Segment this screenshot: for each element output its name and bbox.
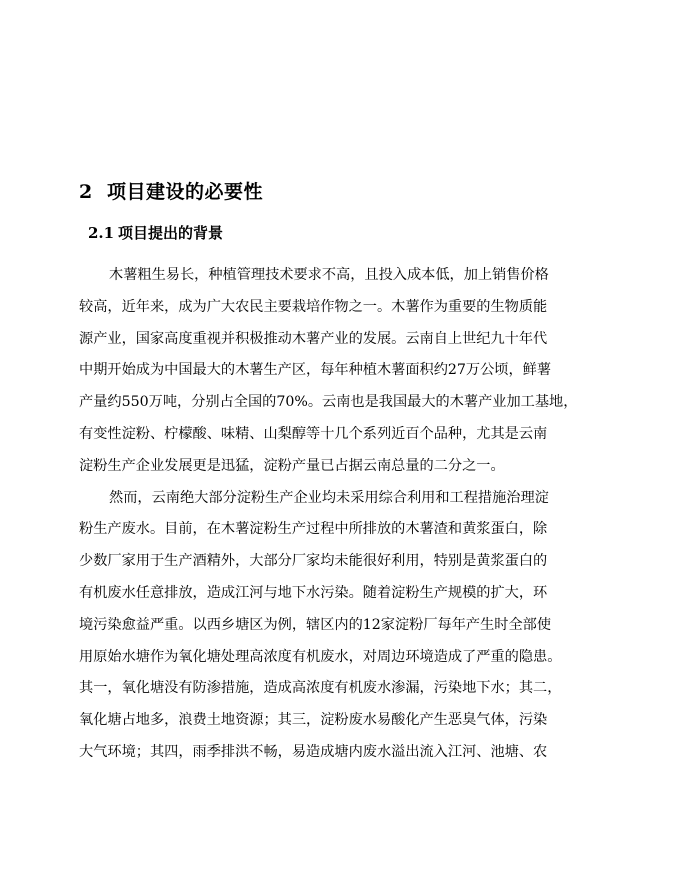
text-line: 中期开始成为中国最大的木薯生产区，每年种植木薯面积约27万公顷，鲜薯 <box>79 362 552 379</box>
section-heading <box>79 177 263 204</box>
text-line: 淀粉生产企业发展更是迅猛，淀粉产量已占据云南总量的二分之一。 <box>79 457 505 474</box>
section-title: 项目建设的必要性 <box>107 181 264 203</box>
text-line: 较高，近年来，成为广大农民主要栽培作物之一。木薯作为重要的生物质能 <box>79 298 548 315</box>
body-text <box>79 260 609 769</box>
text-line: 境污染愈益严重。以西乡塘区为例，辖区内的12家淀粉厂每年产生时全部使 <box>79 616 552 633</box>
text-line: 产量约550万吨，分别占全国的70%。云南也是我国最大的木薯产业加工基地， <box>79 394 578 411</box>
text-line: 有变性淀粉、柠檬酸、味精、山梨醇等十几个系列近百个品种，尤其是云南 <box>79 425 548 442</box>
section-number: 2 <box>79 181 93 203</box>
text-line: 少数厂家用于生产酒精外，大部分厂家均未能很好利用，特别是黄浆蛋白的 <box>79 553 548 570</box>
text-line: 粉生产废水。目前，在木薯淀粉生产过程中所排放的木薯渣和黄浆蛋白，除 <box>79 521 548 538</box>
subsection-number: 2.1 <box>88 224 115 242</box>
text-line: 木薯粗生易长，种植管理技术要求不高，且投入成本低，加上销售价格 <box>109 267 549 283</box>
subsection-title: 项目提出的背景 <box>118 224 224 242</box>
text-line: 然而，云南绝大部分淀粉生产企业均未采用综合利用和工程措施治理淀 <box>109 489 549 506</box>
text-line: 大气环境；其四，雨季排洪不畅，易造成塘内废水溢出流入江河、池塘、农 <box>79 743 548 760</box>
text-line: 有机废水任意排放，造成江河与地下水污染。随着淀粉生产规模的扩大，环 <box>79 584 548 601</box>
text-line: 用原始水塘作为氧化塘处理高浓度有机废水，对周边环境造成了严重的隐患。 <box>79 648 562 665</box>
subsection-heading <box>88 222 223 243</box>
text-line: 源产业，国家高度重视并积极推动木薯产业的发展。云南自上世纪九十年代 <box>79 330 548 347</box>
text-line: 其一，氧化塘没有防渗措施，造成高浓度有机废水渗漏，污染地下水；其二， <box>79 680 562 697</box>
text-line: 氧化塘占地多，浪费土地资源；其三，淀粉废水易酸化产生恶臭气体，污染 <box>79 712 548 729</box>
